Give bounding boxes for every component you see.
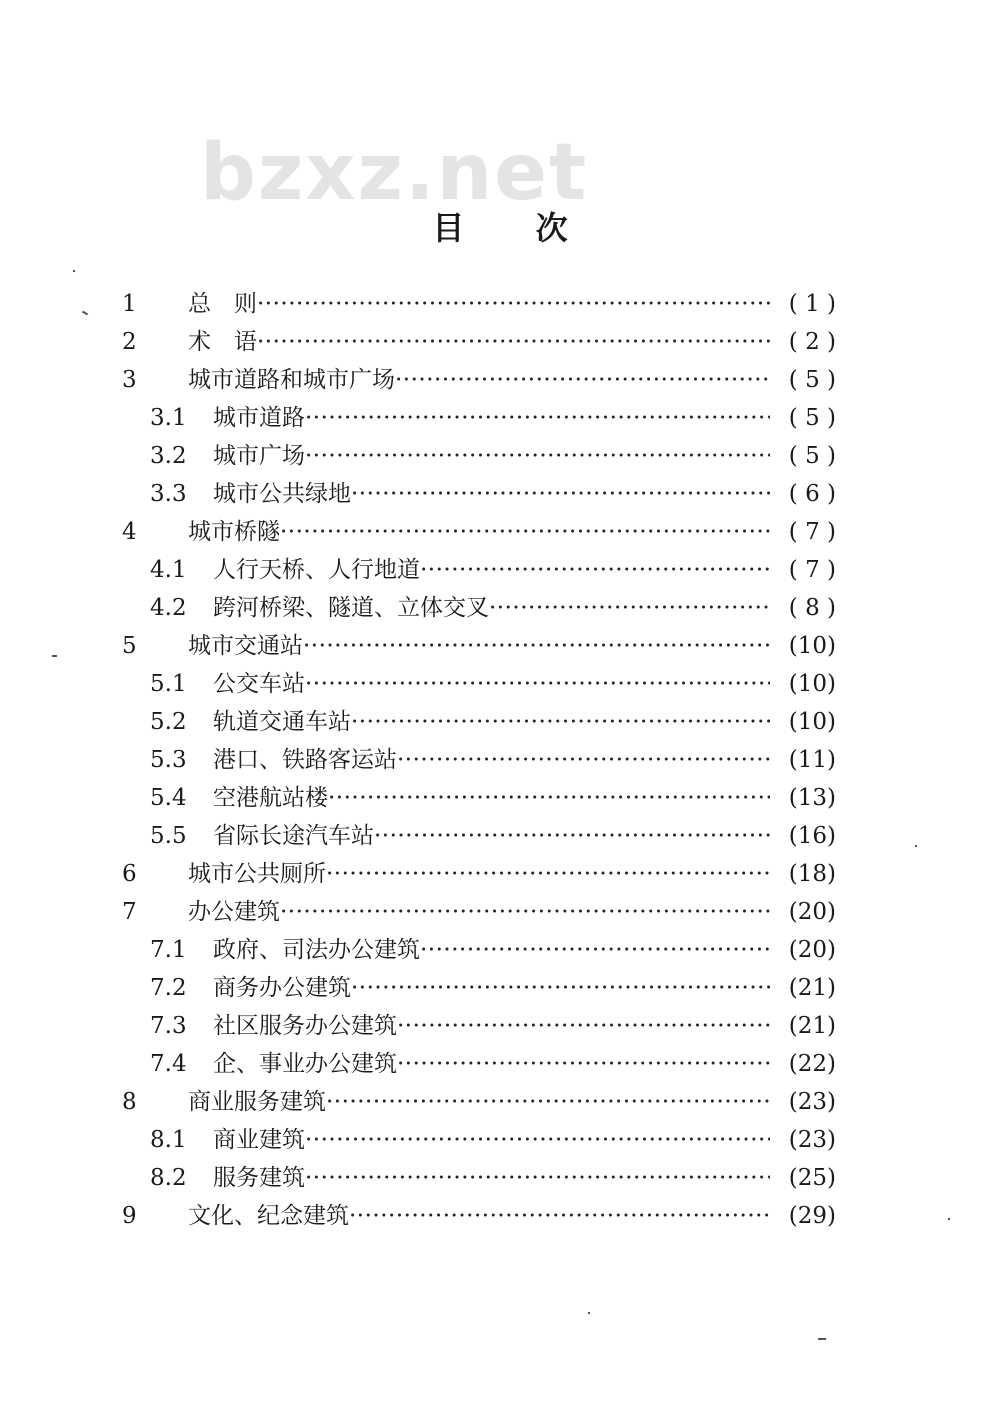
toc-number: 8 [122,1089,137,1115]
toc-entry[interactable] [0,361,1000,399]
toc-number: 3.3 [150,481,187,507]
title-part: 次 [535,209,568,247]
toc-page: (21) [788,975,836,1001]
toc-entry[interactable] [0,703,1000,741]
toc-number: 5 [122,633,137,659]
toc-entry[interactable] [0,779,1000,817]
toc-number: 8.1 [150,1127,187,1153]
toc-entry[interactable] [0,551,1000,589]
toc-page: (11) [788,747,836,773]
toc-entry[interactable] [0,285,1000,323]
toc-title: 港口、铁路客运站 ····· [213,741,770,779]
toc-title: 城市公共厕所 ····· [188,855,770,893]
toc-number: 9 [122,1203,137,1229]
toc-title: 办公建筑 ····· [188,893,770,931]
toc-entry[interactable] [0,627,1000,665]
scan-speck [588,1312,590,1314]
toc-page: (22) [788,1051,836,1077]
toc-title: 轨道交通车站 ····· [213,703,770,741]
toc-entry[interactable] [0,931,1000,969]
toc-number: 5.4 [150,785,187,811]
toc-page: (13) [788,785,836,811]
toc-entry[interactable] [0,1121,1000,1159]
toc-page: (10) [788,633,836,659]
toc-number: 6 [122,861,137,887]
toc-title: 商业建筑 ····· [213,1121,770,1159]
toc-page: ( 5 ) [788,443,836,469]
scan-speck [818,1338,826,1340]
toc-entry[interactable] [0,437,1000,475]
toc-title: 城市桥隧 ····· [188,513,770,551]
page-title [0,203,1000,249]
toc-title: 城市广场 ····· [213,437,770,475]
toc-entry[interactable] [0,475,1000,513]
toc-number: 7.1 [150,937,187,963]
toc-number: 5.1 [150,671,187,697]
toc-title: 省际长途汽车站 ····· [213,817,770,855]
toc-title: 城市交通站 ····· [188,627,770,665]
toc-title: 城市道路 ····· [213,399,770,437]
toc-title: 社区服务办公建筑 ····· [213,1007,770,1045]
toc-entry[interactable] [0,399,1000,437]
toc-entry[interactable] [0,323,1000,361]
toc-page: (18) [788,861,836,887]
scan-speck [915,845,917,847]
toc-number: 5.5 [150,823,187,849]
toc-number: 5.3 [150,747,187,773]
toc-page: ( 7 ) [788,519,836,545]
toc-entry[interactable] [0,1007,1000,1045]
toc-page: ( 6 ) [788,481,836,507]
toc-page: (25) [788,1165,836,1191]
toc-title: 城市公共绿地 ····· [213,475,770,513]
toc-title: 术 语 ····· [188,323,770,361]
toc-page: (10) [788,709,836,735]
toc-page: (10) [788,671,836,697]
toc-title: 文化、纪念建筑 ····· [188,1197,770,1235]
toc-entry[interactable] [0,1045,1000,1083]
toc-title: 企、事业办公建筑 ····· [213,1045,770,1083]
toc-entry[interactable] [0,741,1000,779]
toc-title: 商业服务建筑 ····· [188,1083,770,1121]
scan-speck [73,270,75,272]
toc-entry[interactable] [0,589,1000,627]
toc-title: 公交车站 ····· [213,665,770,703]
toc-title: 服务建筑 ····· [213,1159,770,1197]
toc-number: 5.2 [150,709,187,735]
toc-number: 8.2 [150,1165,187,1191]
toc-number: 2 [122,329,137,355]
toc-number: 3.1 [150,405,187,431]
scan-speck [948,1218,950,1220]
toc-number: 4 [122,519,137,545]
toc-page: (29) [788,1203,836,1229]
title-part: 目 [432,209,465,247]
toc-number: 3.2 [150,443,187,469]
toc-page: ( 1 ) [788,291,836,317]
toc-entry[interactable] [0,1197,1000,1235]
toc-page: ( 5 ) [788,367,836,393]
toc-page: (23) [788,1127,836,1153]
toc-title: 空港航站楼 ····· [213,779,770,817]
toc-title: 城市道路和城市广场 ····· [188,361,770,399]
toc-entry[interactable] [0,1083,1000,1121]
toc-number: 4.2 [150,595,187,621]
toc-number: 7.4 [150,1051,187,1077]
toc-entry[interactable] [0,665,1000,703]
toc-page: ( 2 ) [788,329,836,355]
toc-title: 政府、司法办公建筑 ····· [213,931,770,969]
toc-number: 4.1 [150,557,187,583]
toc-entry[interactable] [0,855,1000,893]
toc-page: (16) [788,823,836,849]
toc-number: 7.2 [150,975,187,1001]
toc-number: 3 [122,367,137,393]
toc-page: ( 5 ) [788,405,836,431]
toc-number: 1 [122,291,137,317]
scan-speck [52,655,57,657]
toc-title: 人行天桥、人行地道 ····· [213,551,770,589]
toc-page: (20) [788,899,836,925]
toc-number: 7.3 [150,1013,187,1039]
toc-entry[interactable] [0,817,1000,855]
toc-title: 商务办公建筑 ····· [213,969,770,1007]
table-of-contents [0,285,1000,1235]
toc-title: 总 则 ····· [188,285,770,323]
toc-page: ( 8 ) [788,595,836,621]
watermark: bzxz.net [200,128,589,218]
toc-page: (20) [788,937,836,963]
toc-entry[interactable] [0,513,1000,551]
toc-page: ( 7 ) [788,557,836,583]
toc-number: 7 [122,899,137,925]
toc-title: 跨河桥梁、隧道、立体交叉 ····· [213,589,770,627]
toc-page: (21) [788,1013,836,1039]
toc-page: (23) [788,1089,836,1115]
toc-entry[interactable] [0,969,1000,1007]
toc-entry[interactable] [0,1159,1000,1197]
toc-entry[interactable] [0,893,1000,931]
